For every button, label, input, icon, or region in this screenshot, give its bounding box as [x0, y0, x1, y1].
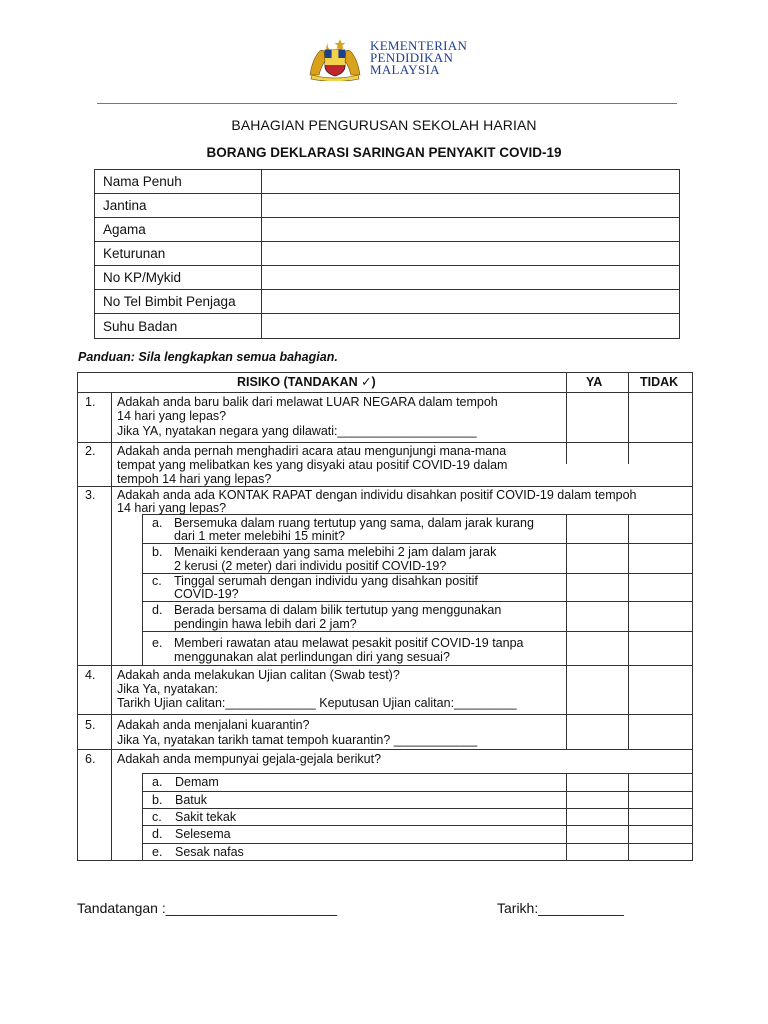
yes-column-divider [566, 372, 567, 464]
question-number: 1. [85, 395, 96, 409]
ministry-line-1: KEMENTERIAN [370, 38, 468, 53]
sub-item-text: COVID-19? [174, 587, 239, 601]
question-number: 5. [85, 718, 96, 732]
question-text: 14 hari yang lepas? [117, 409, 227, 423]
row-separator [77, 749, 693, 750]
question-text: Jika Ya, nyatakan tarikh tamat tempoh kuarantin? ____________ [117, 733, 478, 747]
symptom-label: Selesema [175, 827, 231, 841]
row-separator [142, 773, 693, 774]
form-title: BORANG DEKLARASI SARINGAN PENYAKIT COVID-19 [206, 145, 562, 160]
no-column-divider [628, 773, 629, 860]
details-row [95, 194, 680, 218]
symptom-label: Demam [175, 775, 219, 789]
sub-item-indent [142, 773, 143, 860]
ethnicity-field[interactable] [262, 242, 680, 266]
risk-table [77, 372, 693, 861]
question-text: Tarikh Ujian calitan:_____________ Keputusan Ujian calitan:_________ [117, 696, 517, 710]
personal-details-table [94, 169, 680, 339]
row-separator [142, 843, 693, 844]
symptom-letter: b. [152, 793, 163, 807]
guidance-note: Panduan: Sila lengkapkan semua bahagian. [78, 350, 338, 364]
body-temperature-field[interactable] [262, 314, 680, 339]
question-text: 14 hari yang lepas? [117, 501, 227, 515]
no-column-divider [628, 372, 629, 464]
header-divider [97, 103, 677, 104]
ministry-line-3: MALAYSIA [370, 62, 440, 77]
gender-field[interactable] [262, 194, 680, 218]
row-separator [142, 808, 693, 809]
ministry-line-2: PENDIDIKAN [370, 50, 454, 65]
table-border [77, 372, 78, 861]
sub-item-text: Bersemuka dalam ruang tertutup yang sama, dalam jarak kurang [174, 516, 534, 530]
row-separator [142, 825, 693, 826]
question-number: 3. [85, 488, 96, 502]
question-text: Jika Ya, nyatakan: [117, 682, 218, 696]
sub-item-text: Tinggal serumah dengan individu yang disahkan positif [174, 574, 478, 588]
question-number: 4. [85, 668, 96, 682]
sub-item-text: Berada bersama di dalam bilik tertutup yang menggunakan [174, 603, 502, 617]
row-separator [77, 442, 693, 443]
number-column-divider [111, 392, 112, 860]
details-label: No Tel Bimbit Penjaga [95, 290, 262, 314]
ic-number-field[interactable] [262, 266, 680, 290]
details-label: Jantina [95, 194, 262, 218]
details-row [95, 218, 680, 242]
details-label: Keturunan [95, 242, 262, 266]
symptom-letter: a. [152, 775, 163, 789]
table-border [77, 372, 693, 373]
details-row [95, 314, 680, 339]
question-text: Adakah anda melakukan Ujian calitan (Swab test)? [117, 668, 400, 682]
sub-item-text: menggunakan alat perlindungan diri yang sesuai? [174, 650, 450, 664]
sub-item-letter: a. [152, 516, 163, 530]
date-line[interactable]: Tarikh:___________ [497, 900, 624, 916]
sub-item-letter: c. [152, 574, 162, 588]
sub-item-indent [142, 514, 143, 665]
row-separator [142, 791, 693, 792]
symptom-label: Sesak nafas [175, 845, 244, 859]
yes-column-divider [566, 773, 567, 860]
sub-item-text: dari 1 meter melebihi 15 minit? [174, 529, 345, 543]
details-row [95, 170, 680, 194]
question-number: 2. [85, 444, 96, 458]
letterhead [306, 34, 467, 82]
details-label: Nama Penuh [95, 170, 262, 194]
details-row [95, 290, 680, 314]
row-separator [77, 714, 693, 715]
details-row [95, 266, 680, 290]
guardian-phone-field[interactable] [262, 290, 680, 314]
table-border [692, 372, 693, 861]
details-label: Agama [95, 218, 262, 242]
symptom-label: Sakit tekak [175, 810, 237, 824]
symptom-letter: c. [152, 810, 162, 824]
sub-item-text: pendingin hawa lebih dari 2 jam? [174, 617, 357, 631]
ministry-wordmark [370, 40, 467, 76]
question-text: Adakah anda mempunyai gejala-gejala berikut? [117, 752, 382, 766]
question-text: tempat yang melibatkan kes yang disyaki atau positif COVID-19 dalam [117, 458, 508, 472]
sub-item-text: 2 kerusi (2 meter) dari individu positif COVID-19? [174, 559, 447, 573]
question-text: Adakah anda baru balik dari melawat LUAR NEGARA dalam tempoh [117, 395, 498, 409]
question-number: 6. [85, 752, 96, 766]
signature-line[interactable]: Tandatangan :______________________ [77, 900, 338, 916]
details-label: No KP/Mykid [95, 266, 262, 290]
symptom-letter: d. [152, 827, 163, 841]
no-column-header: TIDAK [640, 375, 679, 389]
department-title: BAHAGIAN PENGURUSAN SEKOLAH HARIAN [231, 117, 537, 133]
sub-item-text: Memberi rawatan atau melawat pesakit positif COVID-19 tanpa [174, 636, 524, 650]
row-separator [77, 665, 693, 666]
question-text: Jika YA, nyatakan negara yang dilawati:____________________ [117, 424, 477, 438]
question-text: Adakah anda pernah menghadiri acara atau mengunjungi mana-mana [117, 444, 507, 458]
symptom-label: Batuk [175, 793, 207, 807]
symptom-letter: e. [152, 845, 163, 859]
sub-item-letter: e. [152, 636, 163, 650]
details-row [95, 242, 680, 266]
sub-item-letter: d. [152, 603, 163, 617]
yes-column-header: YA [586, 375, 603, 389]
coat-of-arms-icon [306, 35, 364, 81]
religion-field[interactable] [262, 218, 680, 242]
table-border [77, 860, 693, 861]
risk-column-header: RISIKO (TANDAKAN ✓) [237, 375, 376, 389]
name-field[interactable] [262, 170, 680, 194]
question-text: Adakah anda menjalani kuarantin? [117, 718, 310, 732]
details-label: Suhu Badan [95, 314, 262, 339]
row-separator [77, 392, 693, 393]
question-text: tempoh 14 hari yang lepas? [117, 472, 272, 486]
sub-item-text: Menaiki kenderaan yang sama melebihi 2 jam dalam jarak [174, 545, 497, 559]
question-text: Adakah anda ada KONTAK RAPAT dengan individu disahkan positif COVID-19 dalam tempoh [117, 488, 637, 502]
sub-item-letter: b. [152, 545, 163, 559]
